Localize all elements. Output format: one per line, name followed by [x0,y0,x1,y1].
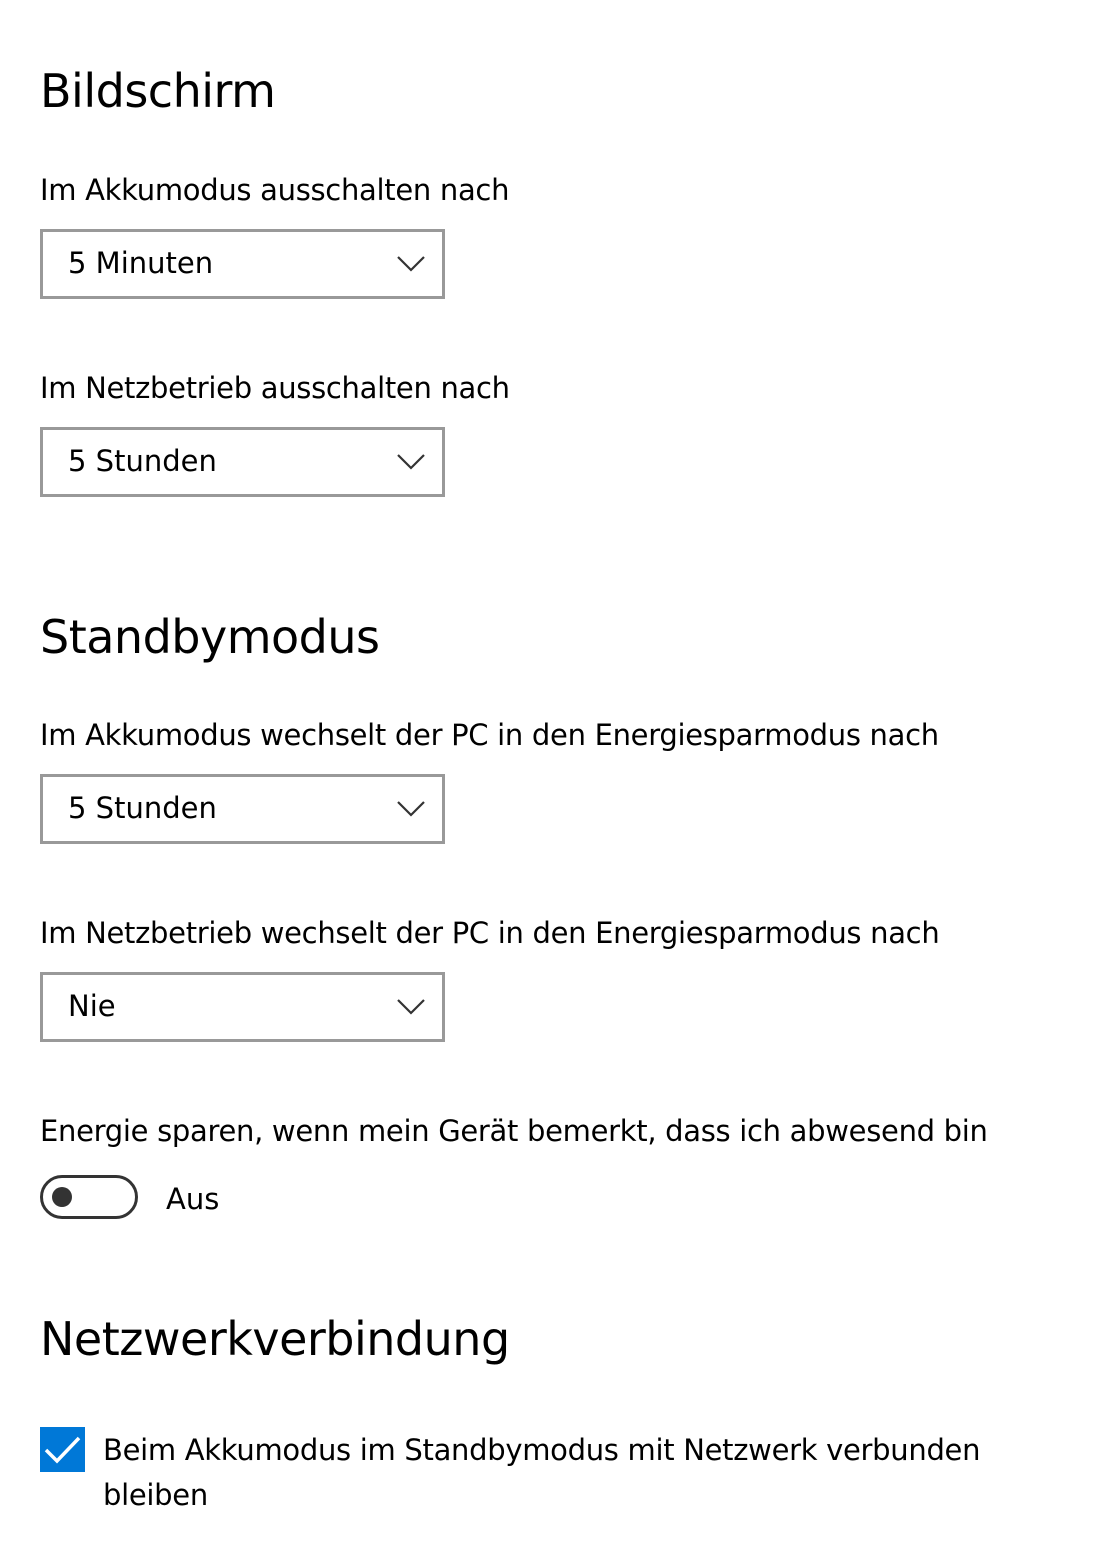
sleep-battery-label: Im Akkumodus wechselt der PC in den Energiesparmodus nach [40,718,939,752]
away-energy-label: Energie sparen, wenn mein Gerät bemerkt, dass ich abwesend bin [40,1114,988,1148]
screen-battery-dropdown[interactable] [40,229,445,299]
dropdown-value: Nie [68,989,116,1023]
screen-plugged-dropdown[interactable] [40,427,445,497]
section-title-network: Netzwerkverbindung [40,1312,510,1366]
chevron-down-icon [397,999,425,1015]
section-title-screen: Bildschirm [40,64,276,118]
toggle-knob [52,1187,72,1207]
chevron-down-icon [397,454,425,470]
chevron-down-icon [397,801,425,817]
sleep-plugged-dropdown[interactable] [40,972,445,1042]
screen-plugged-label: Im Netzbetrieb ausschalten nach [40,371,510,405]
screen-battery-label: Im Akkumodus ausschalten nach [40,173,510,207]
stay-connected-label: Beim Akkumodus im Standbymodus mit Netzwerk verbunden bleiben [103,1433,981,1512]
sleep-battery-dropdown[interactable] [40,774,445,844]
section-title-sleep: Standbymodus [40,610,380,664]
away-energy-toggle[interactable] [40,1175,138,1219]
checkmark-icon [40,1427,85,1472]
chevron-down-icon [397,256,425,272]
dropdown-value: 5 Stunden [68,444,217,478]
stay-connected-checkbox[interactable] [40,1427,85,1472]
dropdown-value: 5 Stunden [68,791,217,825]
sleep-plugged-label: Im Netzbetrieb wechselt der PC in den Energiesparmodus nach [40,916,940,950]
dropdown-value: 5 Minuten [68,246,214,280]
away-energy-toggle-state: Aus [166,1182,220,1216]
